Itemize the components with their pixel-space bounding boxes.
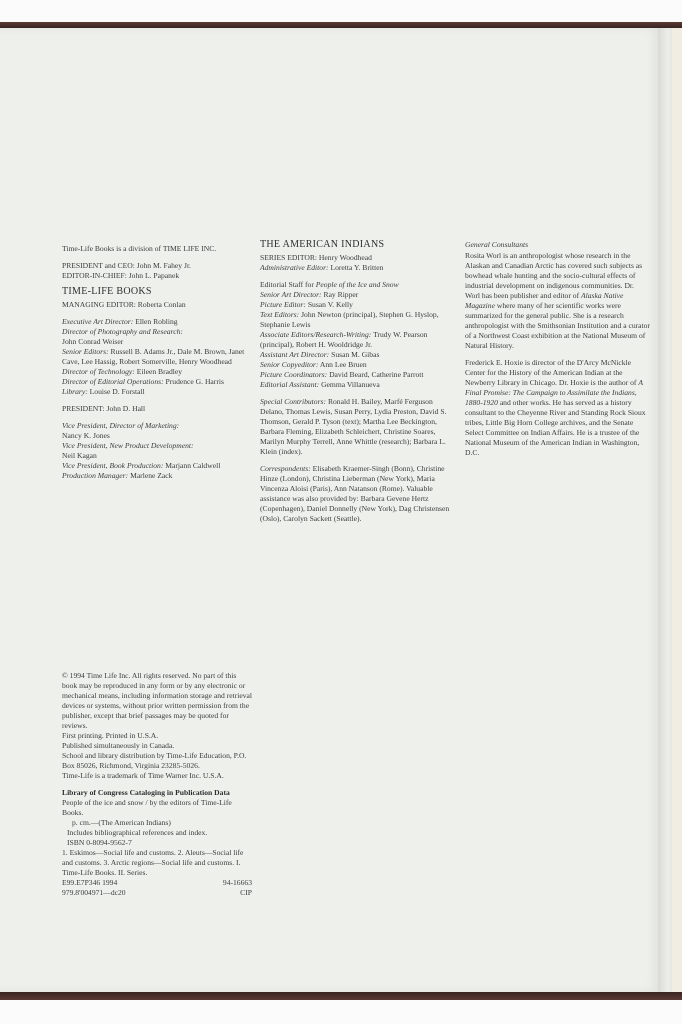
time-life-books-heading: TIME-LIFE BOOKS [62, 286, 152, 297]
copyright-block [62, 671, 252, 898]
senior-art-label: Senior Art Director: [260, 290, 322, 299]
hoxie-bio-a: Frederick E. Hoxie is director of the D'Arcy McNickle Center for the History of the American Indian at the Newberry Library in Chicago. Dr. Hoxie is the author of [465, 358, 637, 387]
cip-dewey-right: CIP [240, 888, 252, 897]
worl-bio-b: where many of her scientific works were summarized for the general public. She is a research anthropologist with the Smithsonian Institution and a curator of a Northwest Coast exhibition at the National Museum of Natural History. [465, 301, 650, 350]
trademark-line: Time-Life is a trademark of Time Warner Inc. U.S.A. [62, 771, 224, 780]
consultants-column [465, 240, 650, 465]
hoxie-bio-b: and other works. He has served as a history consultant to the Cheyenne River and Standing Rock Sioux tribes, Little Big Horn College archives, and the Senate Select Committee on Indian Affairs. He is a trustee of the National Museum of the American Indian in Washington, D.C. [465, 398, 646, 457]
staff-title: People of the Ice and Snow [315, 280, 399, 289]
staff-column-american-indians [260, 240, 456, 531]
copyeditor-label: Senior Copyeditor: [260, 360, 319, 369]
cip-isbn: ISBN 0-8094-9562-7 [67, 838, 132, 847]
staff-column-time-life [62, 244, 252, 488]
text-editors-label: Text Editors: [260, 310, 300, 319]
tech-label: Director of Technology: [62, 367, 135, 376]
page-gutter [658, 28, 682, 992]
correspondents-names: Elisabeth Kraemer-Singh (Bonn), Christine Hinze (London), Christina Lieberman (New York), Maria Vincenza Aloisi (Paris), Ann Natanson (Rome). Valuable assistance was also provided by: Barbara Gevene Hertz (Copenhagen), Daniel Donnelly (New York), Dag Christensen (Oslo), Carolyn Sackett (Seattle). [260, 464, 450, 523]
cip-call-right: 94-16663 [222, 878, 252, 887]
vp-marketing-name: Nancy K. Jones [62, 431, 110, 440]
vp-newproduct-name: Neil Kagan [62, 451, 97, 460]
picture-editor-name: Susan V. Kelly [307, 300, 353, 309]
copyright-notice: © 1994 Time Life Inc. All rights reserved. No part of this book may be reproduced in any form or by any electronic or mechanical means, including information storage and retrieval devices or systems, without prior written permission from the publisher, except that brief passages may be quoted for reviews. [62, 671, 252, 730]
exec-art-name: Ellen Robling [135, 317, 178, 326]
asst-art-name: Susan M. Gibas [331, 350, 380, 359]
cip-call-row [62, 878, 252, 888]
page-edges [672, 28, 682, 992]
american-indians-heading: THE AMERICAN INDIANS [260, 239, 385, 250]
cip-call-left: E99.E7P346 1994 [62, 878, 118, 887]
staff-intro: Editorial Staff for [260, 280, 314, 289]
worl-bio [465, 251, 650, 351]
senior-editors-names: Russell B. Adams Jr., Dale M. Brown, Janet Cave, Lee Hassig, Robert Somerville, Henry Woodhead [62, 347, 245, 366]
library-name: Louise D. Forstall [89, 387, 145, 396]
senior-art-name: Ray Ripper [323, 290, 359, 299]
senior-editors-label: Senior Editors: [62, 347, 109, 356]
president-line: PRESIDENT and CEO: John M. Fahey Jr. [62, 261, 191, 270]
correspondents [260, 464, 456, 524]
bottom-edge [0, 998, 682, 1024]
ops-label: Director of Editorial Operations: [62, 377, 164, 386]
editor-in-chief-line: EDITOR-IN-CHIEF: John L. Papanek [62, 271, 180, 280]
photo-label: Director of Photography and Research: [62, 327, 183, 336]
cip-pages: p. cm.—(The American Indians) [72, 818, 171, 827]
cip-dewey-left: 979.8'004971—dc20 [62, 888, 126, 897]
asst-art-label: Assistant Art Director: [260, 350, 330, 359]
tech-name: Eileen Bradley [136, 367, 183, 376]
vp-newproduct-label: Vice President, New Product Development: [62, 441, 194, 450]
prod-manager-label: Production Manager: [62, 471, 129, 480]
business-staff [62, 421, 252, 481]
hoxie-bio [465, 358, 650, 458]
cip-subjects: 1. Eskimos—Social life and customs. 2. Aleuts—Social life and customs. 3. Arctic regions—Social life and customs. I. Time-Life Books. II. Series. [62, 848, 244, 877]
hoxie-book: A Final Promise: The Campaign to Assimilate the Indians, 1880-1920 [465, 378, 643, 407]
picture-coord-names: David Beard, Catherine Parrott [329, 370, 424, 379]
canada-line: Published simultaneously in Canada. [62, 741, 175, 750]
printing-line: First printing. Printed in U.S.A. [62, 731, 159, 740]
managing-editor-line: MANAGING EDITOR: Roberta Conlan [62, 300, 186, 309]
vp-production-label: Vice President, Book Production: [62, 461, 164, 470]
vp-production-name: Marjann Caldwell [165, 461, 221, 470]
president-books-line: PRESIDENT: John D. Hall [62, 404, 146, 413]
editorial-asst-label: Editorial Assistant: [260, 380, 320, 389]
correspondents-label: Correspondents: [260, 464, 311, 473]
contributors-label: Special Contributors: [260, 397, 327, 406]
photo-name: John Conrad Weiser [62, 337, 124, 346]
picture-coord-label: Picture Coordinators: [260, 370, 328, 379]
admin-label: Administrative Editor: [260, 263, 329, 272]
library-label: Library: [62, 387, 88, 396]
book-cover-edge-bottom [0, 992, 682, 1000]
consultants-heading: General Consultants [465, 240, 529, 249]
picture-editor-label: Picture Editor: [260, 300, 306, 309]
vp-marketing-label: Vice President, Director of Marketing: [62, 421, 180, 430]
editorial-staff [62, 317, 252, 397]
distribution-line: School and library distribution by Time-Life Education, P.O. Box 85026, Richmond, Virginia 23285-5026. [62, 751, 247, 770]
editorial-asst-name: Gemma Villanueva [321, 380, 380, 389]
assoc-label: Associate Editors/Research-Writing: [260, 330, 372, 339]
prod-manager-name: Marlene Zack [130, 471, 173, 480]
executives [62, 261, 252, 281]
assoc-names: Trudy W. Pearson (principal), Robert H. Wooldridge Jr. [260, 330, 428, 349]
admin-name: Loretta Y. Britten [330, 263, 384, 272]
contributors-names: Ronald H. Bailey, Marfé Ferguson Delano, Thomas Lewis, Susan Perry, Lydia Preston, David S. Thomson, Gerald P. Tyson (text); Martha Lee Beckington, Barbara Fleming, Elizabeth Schleichert, Christine Soares, Marilyn Murphy Terrell, Anne Whittle (research); Barbara L. Klein (index). [260, 397, 447, 456]
cip-biblio: Includes bibliographical references and index. [67, 828, 208, 837]
series-staff [260, 253, 456, 273]
cip-heading: Library of Congress Cataloging in Publication Data [62, 788, 230, 797]
contributors [260, 397, 456, 457]
worl-bio-a: Rosita Worl is an anthropologist whose research in the Alaskan and Canadian Arctic has covered such subjects as bowhead whale hunting and the socio-cultural effects of industrial development on indigenous communities. Dr. Worl has been publisher and editor of [465, 251, 643, 300]
exec-art-label: Executive Art Director: [62, 317, 134, 326]
ops-name: Prudence G. Harris [165, 377, 224, 386]
division-line: Time-Life Books is a division of TIME LIFE INC. [62, 244, 217, 253]
worl-magazine: Alaska Native Magazine [465, 291, 624, 310]
series-editor-line: SERIES EDITOR: Henry Woodhead [260, 253, 372, 262]
text-editors-names: John Newton (principal), Stephen G. Hyslop, Stephanie Lewis [260, 310, 439, 329]
cip-dewey-row [62, 888, 252, 898]
volume-staff [260, 280, 456, 390]
copyeditor-name: Ann Lee Bruen [319, 360, 367, 369]
top-edge [0, 0, 682, 24]
cip-title-line: People of the ice and snow / by the editors of Time-Life Books. [62, 798, 232, 817]
